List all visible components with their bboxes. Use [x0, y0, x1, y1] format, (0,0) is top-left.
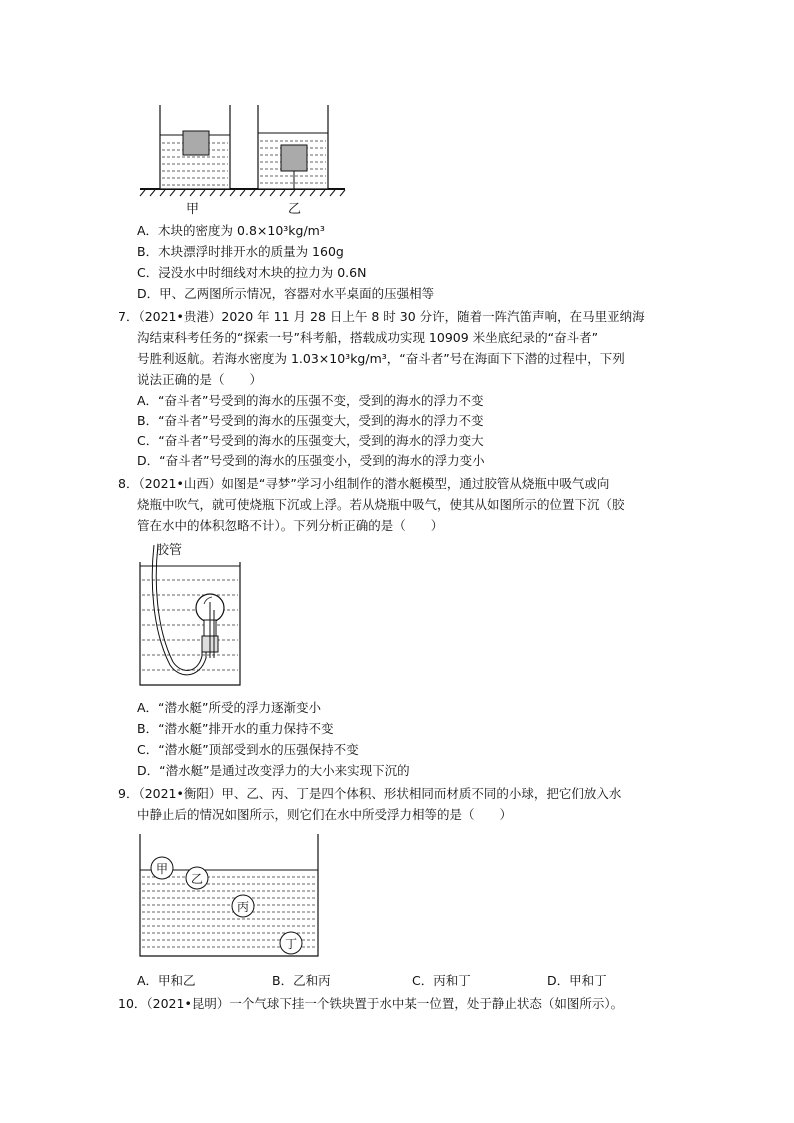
- q9-option-c: C．丙和丁: [412, 973, 471, 988]
- q7-option-a: A．“奋斗者”号受到的海水的压强不变，受到的海水的浮力不变: [137, 393, 484, 408]
- container-yi: [258, 105, 328, 189]
- q9-stem-line-1: 9．（2021•衡阳）甲、乙、丙、丁是四个体积、形状相同而材质不同的小球，把它们放入水: [118, 786, 622, 801]
- q8-option-a: A．“潜水艇”所受的浮力逐渐变小: [137, 700, 322, 715]
- ball-yi: [186, 867, 208, 889]
- ball-jia: [151, 857, 173, 879]
- q8-option-c: C．“潜水艇”顶部受到水的压强保持不变: [137, 742, 359, 757]
- q6-option-c: C．浸没水中时细线对木块的拉力为 0.6N: [137, 265, 367, 280]
- q10-stem-line-1: 10．（2021•昆明）一个气球下挂一个铁块置于水中某一位置，处于静止状态（如图所示）。: [118, 996, 624, 1011]
- svg-text:乙: 乙: [191, 872, 204, 886]
- q8-stem-line-3: 管在水中的体积忽略不计）。下列分析正确的是（ ）: [137, 518, 444, 533]
- q9-option-d: D．甲和丁: [547, 973, 607, 988]
- q9-option-a: A．甲和乙: [137, 973, 196, 988]
- q7-stem-line-2: 沟结束科考任务的“探索一号”科考船，搭载成功实现 10909 米坐底纪录的“奋斗者”: [137, 330, 599, 345]
- q8-stem-line-1: 8．（2021•山西）如图是“寻梦”学习小组制作的潜水艇模型，通过胶管从烧瓶中吸气或向: [118, 476, 610, 491]
- q6-option-b: B．木块漂浮时排开水的质量为 160g: [137, 244, 344, 259]
- q7-option-d: D．“奋斗者”号受到的海水的压强变小，受到的海水的浮力变小: [137, 453, 485, 468]
- q9-option-b: B．乙和丙: [272, 973, 331, 988]
- q7-stem-line-3: 号胜利返航。若海水密度为 1.03×10³kg/m³，“奋斗者”号在海面下下潜的过程中，下列: [137, 351, 625, 366]
- container-jia: [160, 105, 230, 189]
- q7-option-b: B．“奋斗者”号受到的海水的压强变大，受到的海水的浮力不变: [137, 413, 484, 428]
- q8-stem-line-2: 烧瓶中吹气，就可使烧瓶下沉或上浮。若从烧瓶中吸气，使其从如图所示的位置下沉（胶: [137, 497, 625, 512]
- fig-label-yi: 乙: [288, 202, 302, 217]
- q7-stem-line-1: 7．（2021•贵港）2020 年 11 月 28 日上午 8 时 30 分许，随着一阵汽笛声响，在马里亚纳海: [118, 309, 645, 324]
- svg-text:甲: 甲: [156, 862, 169, 876]
- q8-figure-submarine-model: [140, 540, 250, 690]
- svg-text:丁: 丁: [285, 937, 298, 951]
- q6-figure: [140, 103, 350, 218]
- q8-option-d: D．“潜水艇”是通过改变浮力的大小来实现下沉的: [137, 763, 410, 778]
- svg-text:丙: 丙: [237, 900, 250, 914]
- q9-stem-line-2: 中静止后的情况如图所示，则它们在水中所受浮力相等的是（ ）: [137, 807, 513, 822]
- ball-bing: [232, 895, 254, 917]
- q7-stem-line-4: 说法正确的是（ ）: [137, 372, 263, 387]
- q7-option-c: C．“奋斗者”号受到的海水的压强变大，受到的海水的浮力变大: [137, 433, 484, 448]
- q6-option-d: D．甲、乙两图所示情况，容器对水平桌面的压强相等: [137, 286, 435, 301]
- q9-figure-balls: [140, 832, 330, 962]
- fig-label-jia: 甲: [186, 202, 200, 217]
- fig-label-hose: 胶管: [156, 543, 183, 558]
- ball-ding: [280, 932, 302, 954]
- q6-option-a: A．木块的密度为 0.8×10³kg/m³: [137, 223, 325, 238]
- q8-option-b: B．“潜水艇”排开水的重力保持不变: [137, 721, 334, 736]
